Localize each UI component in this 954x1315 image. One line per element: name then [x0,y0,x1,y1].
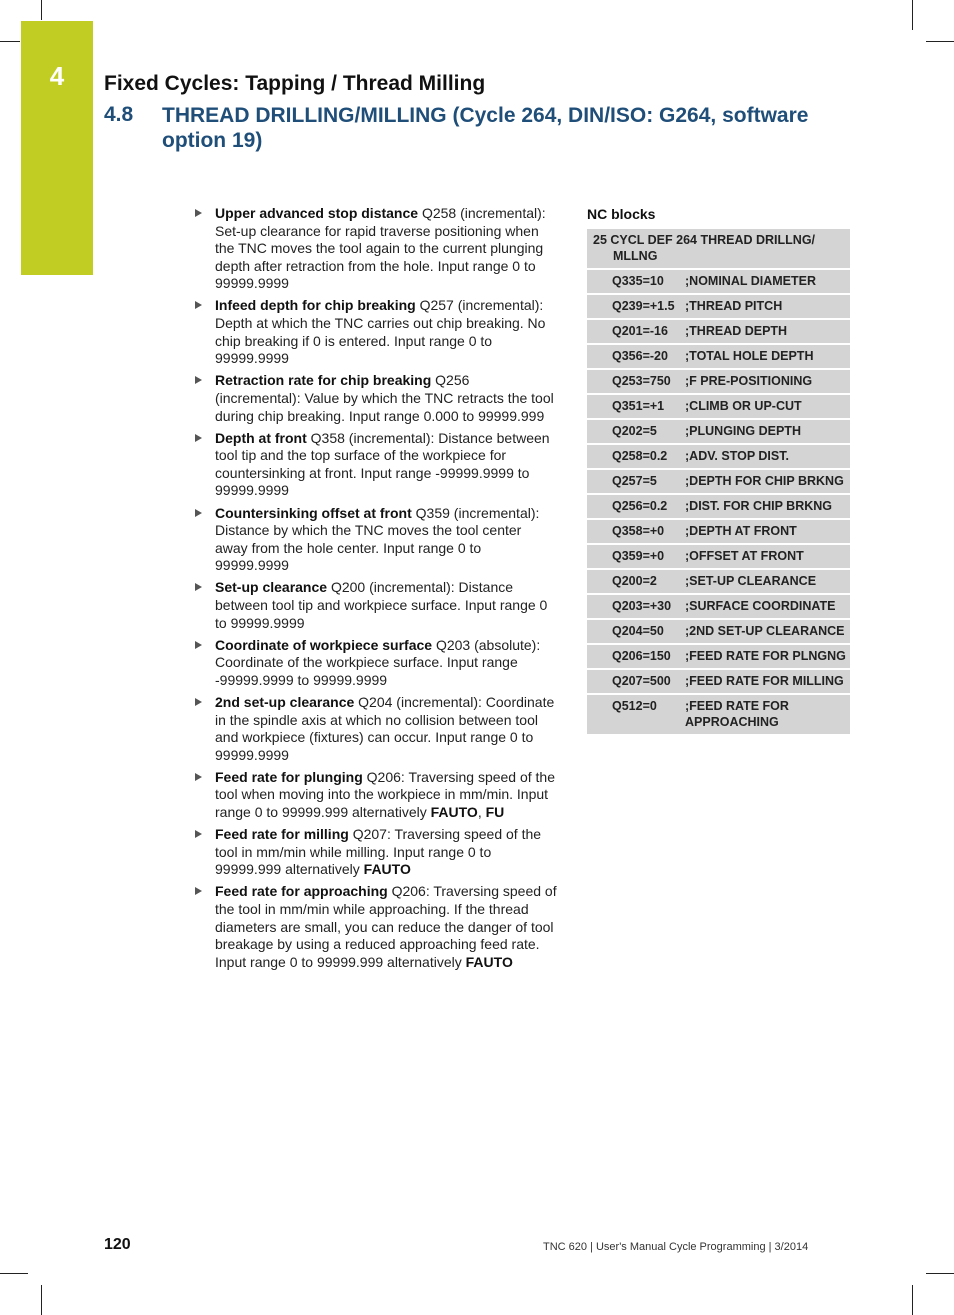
parameter-item [195,694,557,764]
triangle-bullet-icon [195,376,202,384]
nc-row [587,545,850,570]
nc-row [587,420,850,445]
nc-comment: ;DIST. FOR CHIP BRKNG [685,499,832,513]
parameter-item [195,372,557,425]
crop-mark [912,0,913,30]
parameter-description: Q203 (absolute): Coordinate of the workpiece surface. Input range -99999.9999 to 99999.9999 [215,636,541,688]
nc-comment: ;2ND SET-UP CLEARANCE [685,624,845,638]
parameter-list [195,205,557,976]
triangle-bullet-icon [195,509,202,517]
page-number: 120 [104,1236,131,1253]
crop-mark [926,41,954,42]
nc-comment: ;ADV. STOP DIST. [685,449,789,463]
nc-blocks-table [587,229,850,736]
nc-parameter: Q253=750 [612,374,671,388]
parameter-label: 2nd set-up clearance [215,693,355,710]
nc-parameter: Q201=-16 [612,324,668,338]
crop-mark [41,1285,42,1315]
parameter-item [195,205,557,293]
nc-row [587,595,850,620]
nc-comment: ;DEPTH FOR CHIP BRKNG [685,474,844,488]
parameter-description: Q200 (incremental): Distance between tool tip and workpiece surface. Input range 0 to 99999.9999 [215,579,548,631]
nc-parameter: Q204=50 [612,624,664,638]
nc-comment: ;SET-UP CLEARANCE [685,574,817,588]
nc-row [587,645,850,670]
nc-row [587,270,850,295]
section-title: THREAD DRILLING/MILLING (Cycle 264, DIN/ISO: G264, software option 19) [162,104,809,152]
triangle-bullet-icon [195,209,202,217]
nc-parameter: Q356=-20 [612,349,668,363]
nc-parameter: Q335=10 [612,274,664,288]
triangle-bullet-icon [195,641,202,649]
parameter-description: Q206: Traversing speed of the tool in mm/min while approaching. If the thread diameters are small, you can reduce the danger of tool breakage by using a reduced approaching feed rate. Input range 0 to 99999.999 alternatively [215,883,557,970]
nc-row [587,495,850,520]
triangle-bullet-icon [195,698,202,706]
parameter-label: Countersinking offset at front [215,504,412,521]
parameter-label: Upper advanced stop distance [215,205,419,221]
nc-parameter: Q202=5 [612,424,657,438]
parameter-label: Coordinate of workpiece surface [215,636,433,653]
nc-row [587,320,850,345]
parameter-option: FAUTO [465,953,513,970]
nc-head-line2: MLLNG [613,249,658,263]
parameter-item [195,769,557,822]
parameter-description: Q207: Traversing speed of the tool in mm/min while milling. Input range 0 to 99999.999 alternatively [215,826,542,878]
parameter-item [195,883,557,971]
parameter-option: FAUTO [430,804,478,820]
parameter-description: Q257 (incremental): Depth at which the TNC carries out chip breaking. No chip breaking if 0 is entered. Input range 0 to 99999.9999 [215,297,546,367]
parameter-label: Depth at front [215,429,307,446]
nc-comment: ;CLIMB OR UP-CUT [685,399,802,413]
parameter-description: Q258 (incremental): Set-up clearance for rapid traverse positioning when the TNC moves the tool again to the current plunging depth after retraction from the hole. Input range 0 to 99999.9999 [215,205,546,292]
parameter-description: Q358 (incremental): Distance between tool tip and the top surface of the workpiece for countersinking at front. Input range -99999.9999 to 99999.9999 [215,429,550,499]
parameter-separator: , [477,804,486,820]
nc-parameter: Q359=+0 [612,549,665,563]
nc-row [587,670,850,695]
parameter-description: Q359 (incremental): Distance by which the TNC moves the tool center away from the hole center. Input range 0 to 99999.9999 [215,504,540,574]
nc-parameter: Q358=+0 [612,524,665,538]
crop-mark [926,1273,954,1274]
nc-comment: ;DEPTH AT FRONT [685,524,797,538]
nc-parameter: Q207=500 [612,674,671,688]
nc-row [587,345,850,370]
nc-parameter: Q206=150 [612,649,671,663]
parameter-item [195,637,557,690]
nc-comment: ;PLUNGING DEPTH [685,424,801,438]
nc-row [587,395,850,420]
parameter-description: Q204 (incremental): Coordinate in the spindle axis at which no collision between tool and workpiece (fixtures) can occur. Input range 0 to 99999.9999 [215,693,555,763]
nc-head-row [587,229,850,270]
crop-mark [0,41,20,42]
chapter-number: 4 [49,61,65,91]
nc-comment: ;THREAD PITCH [685,299,783,313]
parameter-item [195,430,557,500]
triangle-bullet-icon [195,301,202,309]
parameter-label: Set-up clearance [215,579,328,596]
nc-row [587,695,850,736]
parameter-item [195,505,557,575]
triangle-bullet-icon [195,830,202,838]
triangle-bullet-icon [195,887,202,895]
parameter-option: FU [485,804,505,820]
nc-comment: ;SURFACE COORDINATE [685,599,836,613]
nc-comment: ;NOMINAL DIAMETER [685,274,817,288]
footer-text: TNC 620 | User's Manual Cycle Programming | 3/2014 [543,1241,809,1253]
parameter-item [195,297,557,367]
nc-comment: ;OFFSET AT FRONT [685,549,804,563]
nc-row [587,370,850,395]
nc-row [587,445,850,470]
nc-blocks-heading: NC blocks [587,206,656,222]
parameter-description: Q256 (incremental): Value by which the TNC retracts the tool during chip breaking. Input range 0.000 to 99999.999 [215,372,554,424]
chapter-tab [21,21,93,275]
parameter-label: Infeed depth for chip breaking [215,297,416,314]
parameter-label: Feed rate for milling [215,826,349,843]
crop-mark [0,1273,28,1274]
crop-mark [41,0,42,20]
nc-comment: ;FEED RATE FOR APPROACHING [685,699,789,729]
parameter-item [195,579,557,632]
nc-parameter: Q203=+30 [612,599,672,613]
crop-mark [912,1285,913,1315]
nc-parameter: Q256=0.2 [612,499,668,513]
parameter-label: Feed rate for plunging [215,768,363,785]
nc-parameter: Q351=+1 [612,399,665,413]
nc-row [587,470,850,495]
nc-parameter: Q257=5 [612,474,657,488]
nc-parameter: Q239=+1.5 [612,299,675,313]
parameter-description: Q206: Traversing speed of the tool when moving into the workpiece in mm/min. Input range 0 to 99999.999 alternatively [215,768,556,820]
parameter-option: FAUTO [363,861,411,878]
nc-row [587,520,850,545]
nc-comment: ;FEED RATE FOR MILLING [685,674,844,688]
nc-row [587,295,850,320]
nc-comment: ;FEED RATE FOR PLNGNG [685,649,846,663]
parameter-item [195,826,557,879]
nc-comment: ;TOTAL HOLE DEPTH [685,349,814,363]
nc-comment: ;F PRE-POSITIONING [685,374,813,388]
nc-head-line1: 25 CYCL DEF 264 THREAD DRILLNG/ [593,233,816,247]
parameter-label: Feed rate for approaching [215,883,388,900]
nc-parameter: Q512=0 [612,699,657,713]
section-number: 4.8 [104,103,134,126]
triangle-bullet-icon [195,773,202,781]
nc-row [587,570,850,595]
nc-parameter: Q200=2 [612,574,657,588]
parameter-label: Retraction rate for chip breaking [215,372,432,389]
nc-parameter: Q258=0.2 [612,449,668,463]
chapter-title: Fixed Cycles: Tapping / Thread Milling [104,72,486,95]
triangle-bullet-icon [195,434,202,442]
triangle-bullet-icon [195,583,202,591]
nc-comment: ;THREAD DEPTH [685,324,788,338]
nc-row [587,620,850,645]
